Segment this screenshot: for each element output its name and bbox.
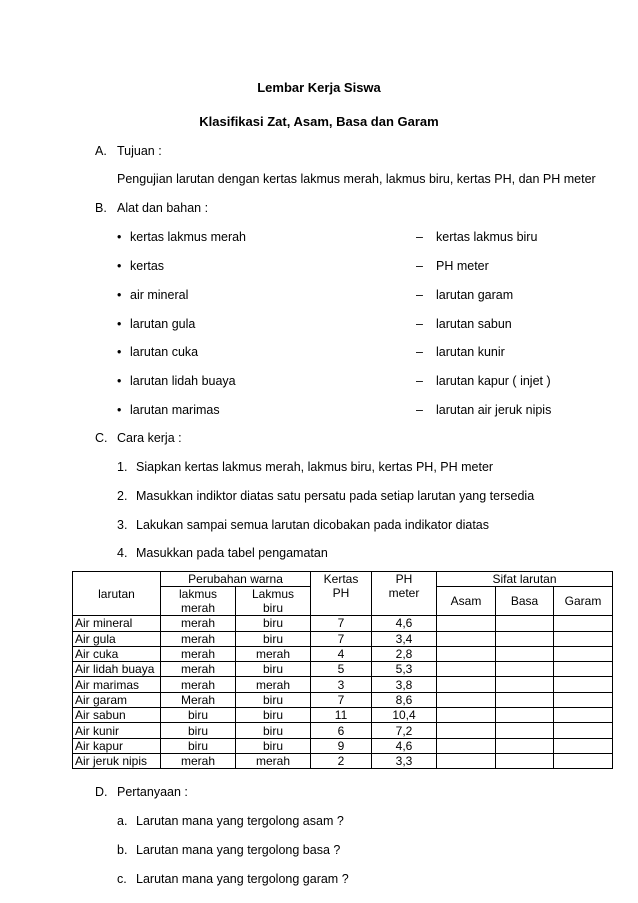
- step-text: Masukkan pada tabel pengamatan: [136, 546, 328, 560]
- cell-asam: [437, 692, 496, 707]
- dash-icon: –: [416, 345, 423, 359]
- cell-basa: [496, 631, 554, 646]
- cell-lakmus-merah: merah: [161, 646, 236, 661]
- material-right: larutan kapur ( injet ): [436, 374, 551, 388]
- cell-basa: [496, 738, 554, 753]
- header-lakmus-merah: [161, 587, 236, 616]
- material-left: larutan marimas: [130, 403, 220, 417]
- cell-lakmus-biru: merah: [236, 677, 311, 692]
- section-b-label: B.: [95, 201, 107, 215]
- cell-basa: [496, 692, 554, 707]
- material-right: PH meter: [436, 259, 489, 273]
- header-kertas-ph-line2: PH: [332, 586, 350, 600]
- cell-garam: [554, 723, 613, 738]
- cell-larutan: Air marimas: [73, 677, 161, 692]
- table-row: [73, 708, 613, 723]
- table-row: [73, 677, 613, 692]
- bullet-icon: •: [117, 288, 122, 302]
- header-lakmus-biru-line2: biru: [263, 601, 284, 616]
- page-subtitle: Klasifikasi Zat, Asam, Basa dan Garam: [199, 114, 439, 129]
- header-asam: Asam: [437, 587, 496, 616]
- step-number: 3.: [117, 518, 128, 532]
- material-right: larutan garam: [436, 288, 514, 302]
- cell-ph-meter: 3,8: [372, 677, 437, 692]
- header-lakmus-biru: [236, 587, 311, 616]
- cell-ph-meter: 8,6: [372, 692, 437, 707]
- header-garam: Garam: [554, 587, 613, 616]
- cell-lakmus-merah: biru: [161, 708, 236, 723]
- cell-kertas-ph: 11: [311, 708, 372, 723]
- cell-lakmus-merah: merah: [161, 753, 236, 768]
- dash-icon: –: [416, 288, 423, 302]
- section-a-text: Pengujian larutan dengan kertas lakmus merah, lakmus biru, kertas PH, dan PH meter: [117, 172, 596, 186]
- section-a-label: A.: [95, 144, 107, 158]
- table-row: [73, 631, 613, 646]
- question-text: Larutan mana yang tergolong basa ?: [136, 843, 341, 857]
- cell-ph-meter: 4,6: [372, 616, 437, 631]
- cell-garam: [554, 677, 613, 692]
- cell-kertas-ph: 2: [311, 753, 372, 768]
- cell-larutan: Air lidah buaya: [73, 662, 161, 677]
- question-letter: c.: [117, 872, 127, 886]
- cell-larutan: Air garam: [73, 692, 161, 707]
- cell-asam: [437, 631, 496, 646]
- cell-asam: [437, 753, 496, 768]
- cell-lakmus-merah: biru: [161, 738, 236, 753]
- cell-kertas-ph: 4: [311, 646, 372, 661]
- header-kertas-ph: [311, 572, 372, 616]
- cell-ph-meter: 3,4: [372, 631, 437, 646]
- cell-ph-meter: 7,2: [372, 723, 437, 738]
- cell-kertas-ph: 5: [311, 662, 372, 677]
- step-text: Siapkan kertas lakmus merah, lakmus biru, kertas PH, PH meter: [136, 460, 494, 474]
- header-ph-meter-line1: PH: [395, 572, 413, 586]
- cell-asam: [437, 738, 496, 753]
- section-c-label: C.: [95, 431, 108, 445]
- step-text: Lakukan sampai semua larutan dicobakan pada indikator diatas: [136, 518, 490, 532]
- page-title: Lembar Kerja Siswa: [257, 80, 381, 95]
- material-right: larutan kunir: [436, 345, 505, 359]
- cell-basa: [496, 646, 554, 661]
- cell-lakmus-biru: biru: [236, 723, 311, 738]
- material-left: kertas: [130, 259, 165, 273]
- table-body: [73, 616, 613, 769]
- cell-lakmus-merah: biru: [161, 723, 236, 738]
- cell-ph-meter: 5,3: [372, 662, 437, 677]
- cell-lakmus-biru: biru: [236, 662, 311, 677]
- cell-kertas-ph: 3: [311, 677, 372, 692]
- cell-lakmus-merah: merah: [161, 677, 236, 692]
- cell-asam: [437, 723, 496, 738]
- cell-asam: [437, 616, 496, 631]
- cell-garam: [554, 708, 613, 723]
- material-left: larutan lidah buaya: [130, 374, 236, 388]
- cell-ph-meter: 2,8: [372, 646, 437, 661]
- table-row: [73, 738, 613, 753]
- cell-lakmus-merah: Merah: [161, 692, 236, 707]
- cell-asam: [437, 646, 496, 661]
- question-text: Larutan mana yang tergolong garam ?: [136, 872, 349, 886]
- cell-ph-meter: 3,3: [372, 753, 437, 768]
- dash-icon: –: [416, 259, 423, 273]
- cell-basa: [496, 677, 554, 692]
- question-letter: b.: [117, 843, 128, 857]
- cell-larutan: Air cuka: [73, 646, 161, 661]
- cell-lakmus-biru: merah: [236, 646, 311, 661]
- cell-asam: [437, 662, 496, 677]
- section-d-label: D.: [95, 785, 108, 799]
- material-left: air mineral: [130, 288, 189, 302]
- dash-icon: –: [416, 230, 423, 244]
- cell-kertas-ph: 7: [311, 616, 372, 631]
- header-ph-meter-line2: meter: [388, 586, 420, 600]
- section-d-heading: Pertanyaan :: [117, 785, 188, 799]
- cell-larutan: Air mineral: [73, 616, 161, 631]
- cell-lakmus-merah: merah: [161, 662, 236, 677]
- bullet-icon: •: [117, 259, 122, 273]
- cell-garam: [554, 692, 613, 707]
- section-a-heading: Tujuan :: [117, 144, 162, 158]
- bullet-icon: •: [117, 403, 122, 417]
- cell-larutan: Air kapur: [73, 738, 161, 753]
- step-number: 4.: [117, 546, 128, 560]
- cell-asam: [437, 677, 496, 692]
- cell-larutan: Air gula: [73, 631, 161, 646]
- cell-kertas-ph: 7: [311, 692, 372, 707]
- step-number: 2.: [117, 489, 128, 503]
- cell-lakmus-biru: biru: [236, 692, 311, 707]
- header-ph-meter: [372, 572, 437, 616]
- header-larutan: larutan: [73, 572, 161, 616]
- cell-kertas-ph: 9: [311, 738, 372, 753]
- material-right: larutan air jeruk nipis: [436, 403, 552, 417]
- table-row: [73, 616, 613, 631]
- cell-lakmus-merah: merah: [161, 616, 236, 631]
- cell-basa: [496, 662, 554, 677]
- section-c-heading: Cara kerja :: [117, 431, 182, 445]
- cell-lakmus-merah: merah: [161, 631, 236, 646]
- dash-icon: –: [416, 374, 423, 388]
- cell-garam: [554, 646, 613, 661]
- cell-basa: [496, 723, 554, 738]
- question-letter: a.: [117, 814, 128, 828]
- header-sifat-larutan: Sifat larutan: [437, 572, 613, 587]
- header-perubahan-warna: Perubahan warna: [161, 572, 311, 587]
- cell-garam: [554, 738, 613, 753]
- material-left: larutan cuka: [130, 345, 199, 359]
- bullet-icon: •: [117, 345, 122, 359]
- cell-lakmus-biru: biru: [236, 738, 311, 753]
- table-row: [73, 692, 613, 707]
- dash-icon: –: [416, 317, 423, 331]
- cell-ph-meter: 4,6: [372, 738, 437, 753]
- bullet-icon: •: [117, 230, 122, 244]
- cell-ph-meter: 10,4: [372, 708, 437, 723]
- material-right: kertas lakmus biru: [436, 230, 538, 244]
- bullet-icon: •: [117, 374, 122, 388]
- cell-lakmus-biru: merah: [236, 753, 311, 768]
- cell-garam: [554, 662, 613, 677]
- cell-lakmus-biru: biru: [236, 616, 311, 631]
- cell-larutan: Air kunir: [73, 723, 161, 738]
- cell-larutan: Air jeruk nipis: [73, 753, 161, 768]
- cell-larutan: Air sabun: [73, 708, 161, 723]
- step-number: 1.: [117, 460, 128, 474]
- header-lakmus-merah-line1: lakmus: [178, 587, 217, 602]
- material-left: larutan gula: [130, 317, 196, 331]
- cell-basa: [496, 708, 554, 723]
- cell-garam: [554, 753, 613, 768]
- table-row: [73, 662, 613, 677]
- cell-basa: [496, 616, 554, 631]
- material-left: kertas lakmus merah: [130, 230, 247, 244]
- header-basa: Basa: [496, 587, 554, 616]
- table-row: [73, 753, 613, 768]
- table-row: [73, 646, 613, 661]
- cell-kertas-ph: 6: [311, 723, 372, 738]
- cell-garam: [554, 631, 613, 646]
- cell-lakmus-biru: biru: [236, 631, 311, 646]
- cell-asam: [437, 708, 496, 723]
- observation-table: [72, 571, 613, 769]
- dash-icon: –: [416, 403, 423, 417]
- cell-lakmus-biru: biru: [236, 708, 311, 723]
- bullet-icon: •: [117, 317, 122, 331]
- cell-kertas-ph: 7: [311, 631, 372, 646]
- header-kertas-ph-line1: Kertas: [323, 572, 359, 586]
- table-row: [73, 723, 613, 738]
- step-text: Masukkan indiktor diatas satu persatu pada setiap larutan yang tersedia: [136, 489, 535, 503]
- cell-basa: [496, 753, 554, 768]
- material-right: larutan sabun: [436, 317, 512, 331]
- question-text: Larutan mana yang tergolong asam ?: [136, 814, 344, 828]
- cell-garam: [554, 616, 613, 631]
- header-lakmus-merah-line2: merah: [180, 601, 215, 616]
- header-lakmus-biru-line1: Lakmus: [251, 587, 295, 602]
- section-b-heading: Alat dan bahan :: [117, 201, 209, 215]
